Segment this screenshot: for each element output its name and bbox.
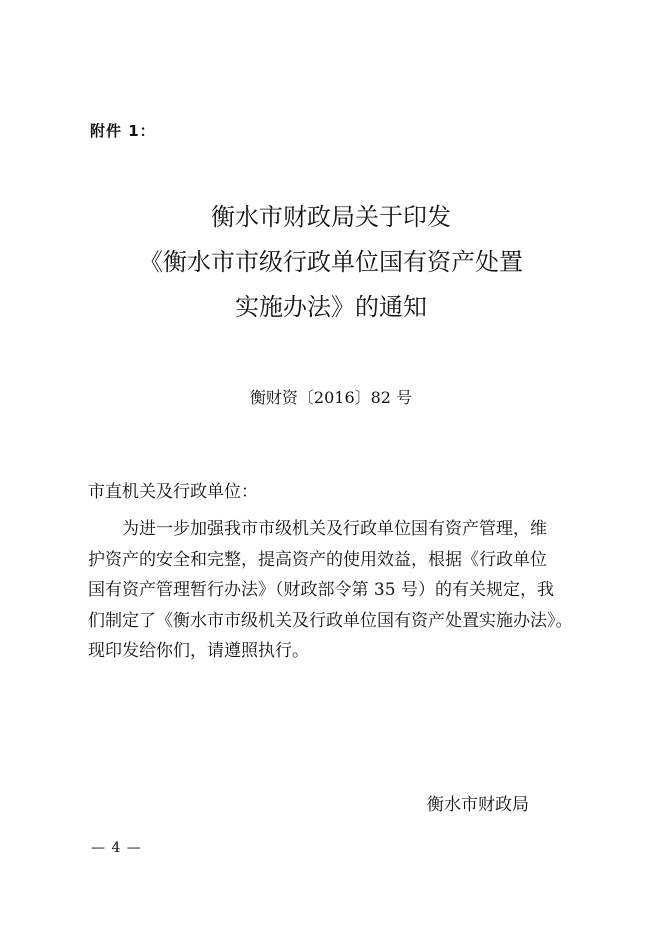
body-paragraph (88, 514, 588, 667)
body-line: 国有资产管理暂行办法》（财政部令第 35 号）的有关规定，我 (88, 580, 554, 600)
body-line: 现印发给你们，请遵照执行。 (88, 641, 309, 661)
title-line: 衡水市财政局关于印发 (211, 203, 451, 231)
page-number: — 4 — (91, 840, 142, 856)
addressee: 市直机关及行政单位： (88, 482, 258, 502)
body-line: 护资产的安全和完整，提高资产的使用效益，根据《行政单位 (88, 549, 547, 570)
body-line: 为进一步加强我市市级机关及行政单位国有资产管理，维 (122, 519, 547, 539)
body-line: 们制定了《衡水市市级机关及行政单位国有资产处置实施办法》。 (88, 610, 573, 631)
title-line: 《衡水市市级行政单位国有资产处置 (139, 248, 523, 276)
title-line: 实施办法》的通知 (235, 293, 427, 321)
attachment-label: 附件 1： (90, 122, 156, 140)
document-title (0, 195, 662, 330)
signature: 衡水市财政局 (427, 795, 529, 815)
document-number: 衡财资〔2016〕82 号 (249, 388, 413, 407)
